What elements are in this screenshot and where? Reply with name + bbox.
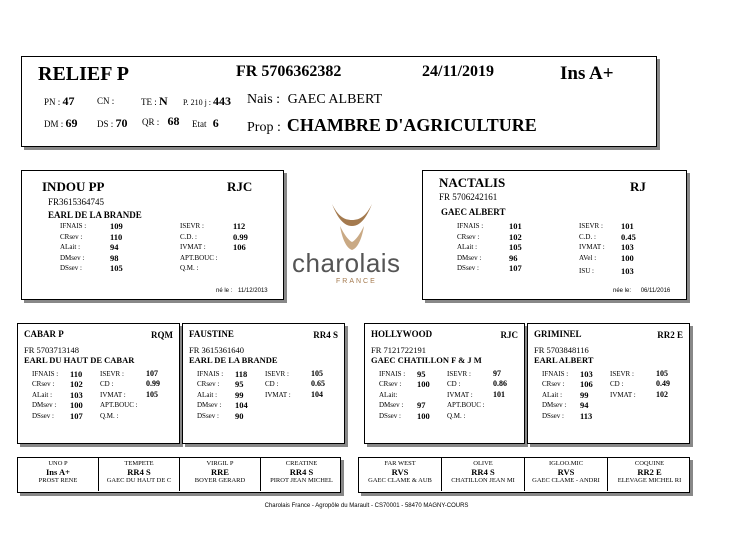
stat-label: DSsev : [60, 264, 82, 272]
great-grandparent-cell [442, 458, 525, 491]
te-row [141, 94, 168, 109]
dam-grade: RJ [630, 179, 646, 194]
stat-label: DMsev : [457, 253, 482, 262]
stat-label: IFNAIS : [32, 370, 59, 378]
stat-label: IVMAT : [610, 390, 636, 399]
stat-label: DMsev : [32, 401, 57, 410]
stat-label [265, 400, 291, 410]
stat-label: APT.BOUC : [180, 253, 218, 262]
stat-label [265, 411, 291, 421]
animal-grade: Ins A+ [560, 63, 614, 84]
stat-value: 107 [509, 263, 522, 273]
grandparent-labels-2 [265, 369, 291, 421]
stat-label: CD : [610, 380, 624, 389]
sire-values-2 [233, 221, 248, 253]
te-value: N [159, 94, 168, 108]
stat-value: 105 [311, 369, 323, 378]
great-grandparent-breeder: CHATILLON JEAN MI [451, 477, 515, 484]
stat-value: 95 [417, 369, 426, 379]
sire-breeder: EARL DE LA BRANDE [48, 210, 142, 220]
stat-value: 110 [70, 369, 83, 379]
stat-value: 99 [235, 389, 244, 400]
stat-label: IFNAIS : [197, 370, 224, 378]
grandparent-fr: FR 5703713148 [24, 345, 80, 355]
grandparent-labels-1 [542, 369, 568, 421]
logo-text: charolais [292, 248, 401, 278]
great-grandparent-grade: RR4 S [471, 467, 495, 477]
stat-label: AVel : [579, 253, 597, 262]
stat-value: 0.99 [146, 379, 160, 389]
great-grandparent-cell [261, 458, 342, 491]
stat-value: 0.45 [621, 231, 636, 242]
stat-label: IFNAIS : [457, 222, 484, 230]
great-grandparent-name: CREATINE [285, 460, 318, 467]
stat-value: 90 [235, 410, 244, 421]
stat-value: 105 [656, 369, 668, 378]
great-grandparent-cell [525, 458, 608, 491]
great-grandparent-cell [608, 458, 691, 491]
stat-value: 106 [580, 379, 593, 390]
stat-value: 96 [509, 252, 518, 263]
stat-label: ALait : [60, 243, 81, 251]
stat-label: Q.M. : [447, 411, 466, 420]
stat-label: APT.BOUC : [100, 401, 138, 410]
stat-value: 101 [509, 221, 522, 231]
header-box [21, 56, 657, 147]
dam-breeder: GAEC ALBERT [441, 207, 506, 217]
great-grandparent-breeder: GAEC CLAME - ANDRI [532, 477, 600, 484]
dam-labels-2 [579, 221, 605, 277]
stat-label: CRsev : [379, 380, 402, 389]
great-grandparent-grade: RVS [391, 467, 409, 477]
dam-fr: FR 5706242161 [439, 192, 498, 202]
stat-label: DMsev : [542, 401, 567, 410]
sire-name: INDOU PP [42, 179, 105, 194]
grandparent-fr: FR 3615361640 [189, 345, 245, 355]
animal-date: 24/11/2019 [422, 63, 495, 80]
great-grandparents-group [358, 457, 690, 493]
great-grandparent-name: UNO P [48, 460, 68, 467]
stat-label: ALait : [542, 390, 563, 399]
grandparent-values-1 [70, 369, 83, 421]
great-grandparent-name: OLIVE [473, 460, 493, 467]
dm-value: 69 [65, 116, 78, 130]
qr-row [142, 114, 180, 129]
cn-label: CN : [97, 96, 115, 106]
grandparent-labels-1 [197, 369, 223, 421]
stat-label: DMsev : [197, 401, 222, 410]
grandparent-values-1 [417, 369, 430, 421]
great-grandparent-grade: RR4 S [289, 467, 314, 477]
stat-value: 94 [110, 242, 119, 252]
grandparent-values-2 [311, 369, 325, 400]
prop-value: CHAMBRE D'AGRICULTURE [286, 115, 537, 135]
stat-value: 103 [621, 242, 634, 252]
stat-label: C.D. : [180, 232, 197, 241]
stat-value: 110 [110, 231, 123, 242]
charolais-logo [288, 196, 416, 292]
grandparent-fr: FR 5703848116 [534, 345, 589, 355]
stat-value: 118 [235, 369, 248, 379]
stat-value: 106 [233, 242, 246, 252]
ds-row [97, 116, 128, 131]
grandparent-breeder: GAEC CHATILLON F & J M [371, 355, 482, 365]
pn-label: PN : [44, 97, 61, 107]
great-grandparent-grade: RRE [211, 467, 229, 477]
born-value: 11/12/2013 [238, 288, 268, 294]
stat-label: DSsev : [197, 411, 219, 420]
stat-label: IVMAT : [180, 243, 206, 251]
grandparent-labels-1 [32, 369, 58, 421]
p210-row [183, 94, 231, 109]
grandparent-values-2 [146, 369, 160, 400]
stat-label: CRsev : [60, 232, 83, 241]
etat-value: 6 [212, 116, 219, 130]
stat-value: 105 [509, 242, 522, 252]
stat-value: 0.49 [656, 379, 670, 389]
grandparent-grade: RR2 E [657, 330, 683, 340]
sire-born [216, 288, 268, 294]
dm-label: DM : [44, 119, 64, 129]
pn-row [44, 94, 75, 109]
grandparent-grade: RQM [151, 330, 173, 340]
stat-value: 113 [580, 410, 593, 421]
bull-head-icon [288, 196, 416, 252]
dam-box [422, 170, 687, 300]
grandparent-values-2 [493, 369, 507, 400]
stat-value [417, 390, 430, 400]
sire-box [21, 170, 284, 300]
grandparent-values-1 [235, 369, 248, 421]
stat-value: 102 [656, 389, 668, 399]
stat-value: 101 [493, 389, 505, 399]
stat-label: APT.BOUC : [447, 401, 485, 410]
grandparent-labels-2 [610, 369, 636, 421]
stat-value: 95 [235, 379, 244, 390]
stat-value: 112 [233, 221, 246, 231]
stat-value: 105 [110, 263, 123, 273]
qr-label: QR : [142, 117, 160, 127]
great-grandparent-breeder: PROST RENE [38, 477, 78, 484]
stat-value: 102 [70, 379, 83, 390]
great-grandparent-name: TEMPETE [124, 460, 154, 467]
stat-value: 0.86 [493, 379, 507, 389]
stat-label: ALait : [197, 390, 218, 399]
dam-values-2 [621, 221, 636, 277]
stat-value: 98 [110, 252, 119, 263]
nais-value: GAEC ALBERT [287, 92, 383, 107]
stat-value: 0.99 [233, 231, 248, 242]
stat-label [610, 400, 636, 410]
great-grandparent-breeder: PIROT JEAN MICHEL [270, 477, 333, 484]
grandparent-name: GRIMINEL [534, 329, 582, 339]
great-grandparent-breeder: GAEC DU HAUT DE C [106, 477, 172, 484]
great-grandparent-breeder: ELEVAGE MICHEL RI [617, 477, 682, 484]
dam-born [613, 288, 670, 294]
stat-value: 97 [493, 369, 501, 378]
stat-value: 102 [509, 231, 522, 242]
stat-value: 99 [580, 389, 589, 400]
stat-label: IFNAIS : [542, 370, 569, 378]
stat-label: DSsev : [32, 411, 54, 420]
dm-row [44, 116, 78, 131]
stat-label: ISEVR : [447, 370, 471, 378]
born-label: né le : [216, 288, 233, 294]
stat-value: 104 [311, 389, 323, 399]
qr-value: 68 [167, 114, 180, 128]
grandparent-labels-2 [100, 369, 138, 421]
stat-label: IVMAT : [447, 390, 473, 399]
grandparent-values-2 [656, 369, 670, 400]
stat-value: 0.65 [311, 379, 325, 389]
great-grandparent-grade: RR4 S [127, 467, 151, 477]
stat-label: ALait : [457, 243, 478, 251]
pn-value: 47 [62, 94, 75, 108]
dam-values-1 [509, 221, 522, 274]
stat-label: DMsev : [60, 253, 85, 262]
stat-label: IVMAT : [265, 390, 291, 399]
dam-name: NACTALIS [439, 175, 506, 190]
sire-fr: FR3615364745 [48, 197, 105, 207]
etat-label: Etat [192, 119, 207, 129]
grandparent-labels-1 [379, 369, 405, 421]
great-grandparent-cell [180, 458, 261, 491]
stat-label: CD : [447, 380, 461, 389]
sire-values-1 [110, 221, 123, 274]
grandparent-breeder: EARL DU HAUT DE CABAR [24, 355, 135, 365]
ds-label: DS : [97, 119, 114, 129]
grandparent-breeder: EARL DE LA BRANDE [189, 355, 278, 365]
dam-labels-1 [457, 221, 483, 274]
stat-label: DMsev : [379, 401, 404, 410]
stat-value: 103 [580, 369, 593, 379]
grandparent-box [527, 323, 690, 444]
stat-value: 94 [580, 400, 589, 411]
great-grandparent-grade: RVS [557, 467, 575, 477]
stat-value: 100 [417, 410, 430, 421]
stat-label: CRsev : [542, 380, 565, 389]
grandparent-box [364, 323, 525, 444]
nais-label: Nais : [247, 92, 281, 107]
stat-label: IFNAIS : [379, 370, 406, 378]
stat-label: ISEVR : [610, 370, 634, 378]
stat-label: ISU : [579, 267, 594, 275]
stat-label: ISEVR : [100, 370, 124, 378]
sire-grade: RJC [227, 179, 253, 194]
te-label: TE : [141, 97, 157, 107]
logo-sub: FRANCE [336, 278, 377, 285]
stat-value: 100 [70, 400, 83, 411]
grandparent-name: HOLLYWOOD [371, 329, 433, 339]
stat-label: CRsev : [457, 232, 480, 241]
stat-value: 97 [417, 400, 426, 411]
grandparent-values-1 [580, 369, 593, 421]
stat-label: DSsev : [457, 264, 479, 272]
animal-name: RELIEF P [38, 63, 129, 85]
sire-labels-2 [180, 221, 218, 274]
grandparent-box [182, 323, 345, 444]
stat-label: CD : [265, 380, 279, 389]
grandparent-breeder: EARL ALBERT [534, 355, 594, 365]
stat-label: Q.M. : [100, 411, 119, 420]
stat-label: IVMAT : [100, 390, 126, 399]
great-grandparent-name: VIRGIL P [206, 460, 234, 467]
stat-value: 103 [70, 389, 83, 400]
stat-value: 100 [417, 379, 430, 390]
born-value: 06/11/2016 [640, 288, 671, 294]
great-grandparent-name: FAR WEST [384, 460, 416, 467]
stat-label: CRsev : [197, 380, 220, 389]
stat-value: 103 [621, 266, 634, 276]
stat-label: CRsev : [32, 380, 55, 389]
nais-row [247, 92, 382, 108]
p210-label: P. 210 j : [183, 98, 212, 107]
etat-row [192, 116, 219, 131]
great-grandparent-name: COQUINE [634, 460, 665, 467]
great-grandparents-group [17, 457, 341, 493]
great-grandparent-breeder: BOYER GERARD [194, 477, 246, 484]
great-grandparent-breeder: GAEC CLAME & AUB [368, 477, 432, 484]
stat-label: IFNAIS : [60, 222, 87, 230]
stat-value: 107 [146, 369, 158, 378]
grandparent-name: FAUSTINE [189, 329, 234, 339]
stat-label [610, 411, 636, 421]
great-grandparent-cell [99, 458, 180, 491]
great-grandparent-cell [18, 458, 99, 491]
stat-value: 105 [146, 389, 158, 399]
p210-value: 443 [213, 94, 232, 108]
stat-value: 109 [110, 221, 123, 231]
ds-value: 70 [115, 116, 128, 130]
stat-value: 107 [70, 410, 83, 421]
stat-label: ALait: [379, 390, 398, 399]
stat-value: 101 [621, 221, 634, 231]
grandparent-labels-2 [447, 369, 485, 421]
stat-label: ISEVR : [265, 370, 289, 378]
grandparent-box [17, 323, 180, 444]
stat-label: DSsev : [379, 411, 401, 420]
stat-label: DSsev : [542, 411, 564, 420]
prop-row [247, 115, 537, 136]
grandparent-fr: FR 7121722191 [371, 345, 427, 355]
born-label: née le: [613, 288, 632, 294]
stat-label: ISEVR : [180, 222, 204, 230]
grandparent-grade: RJC [500, 330, 518, 340]
stat-label: C.D. : [579, 232, 596, 241]
great-grandparent-name: IGLOO.MIC [548, 460, 584, 467]
great-grandparent-cell [359, 458, 442, 491]
stat-label: CD : [100, 380, 114, 389]
grandparent-grade: RR4 S [313, 330, 338, 340]
stat-label: Q.M. : [180, 264, 199, 272]
grandparent-name: CABAR P [24, 329, 64, 339]
footer-address: Charolais France - Agropôle du Marault - CS70001 - 58470 MAGNY-COURS [264, 503, 469, 509]
great-grandparent-grade: Ins A+ [46, 467, 70, 477]
stat-value: 104 [235, 400, 248, 411]
stat-label: IVMAT : [579, 243, 605, 251]
stat-label: ISEVR : [579, 222, 603, 230]
stat-value: 100 [621, 252, 634, 263]
animal-fr-number: FR 5706362382 [236, 63, 342, 80]
stat-label: ALait : [32, 390, 53, 399]
great-grandparent-grade: RR2 E [637, 467, 662, 477]
prop-label: Prop : [247, 120, 281, 135]
